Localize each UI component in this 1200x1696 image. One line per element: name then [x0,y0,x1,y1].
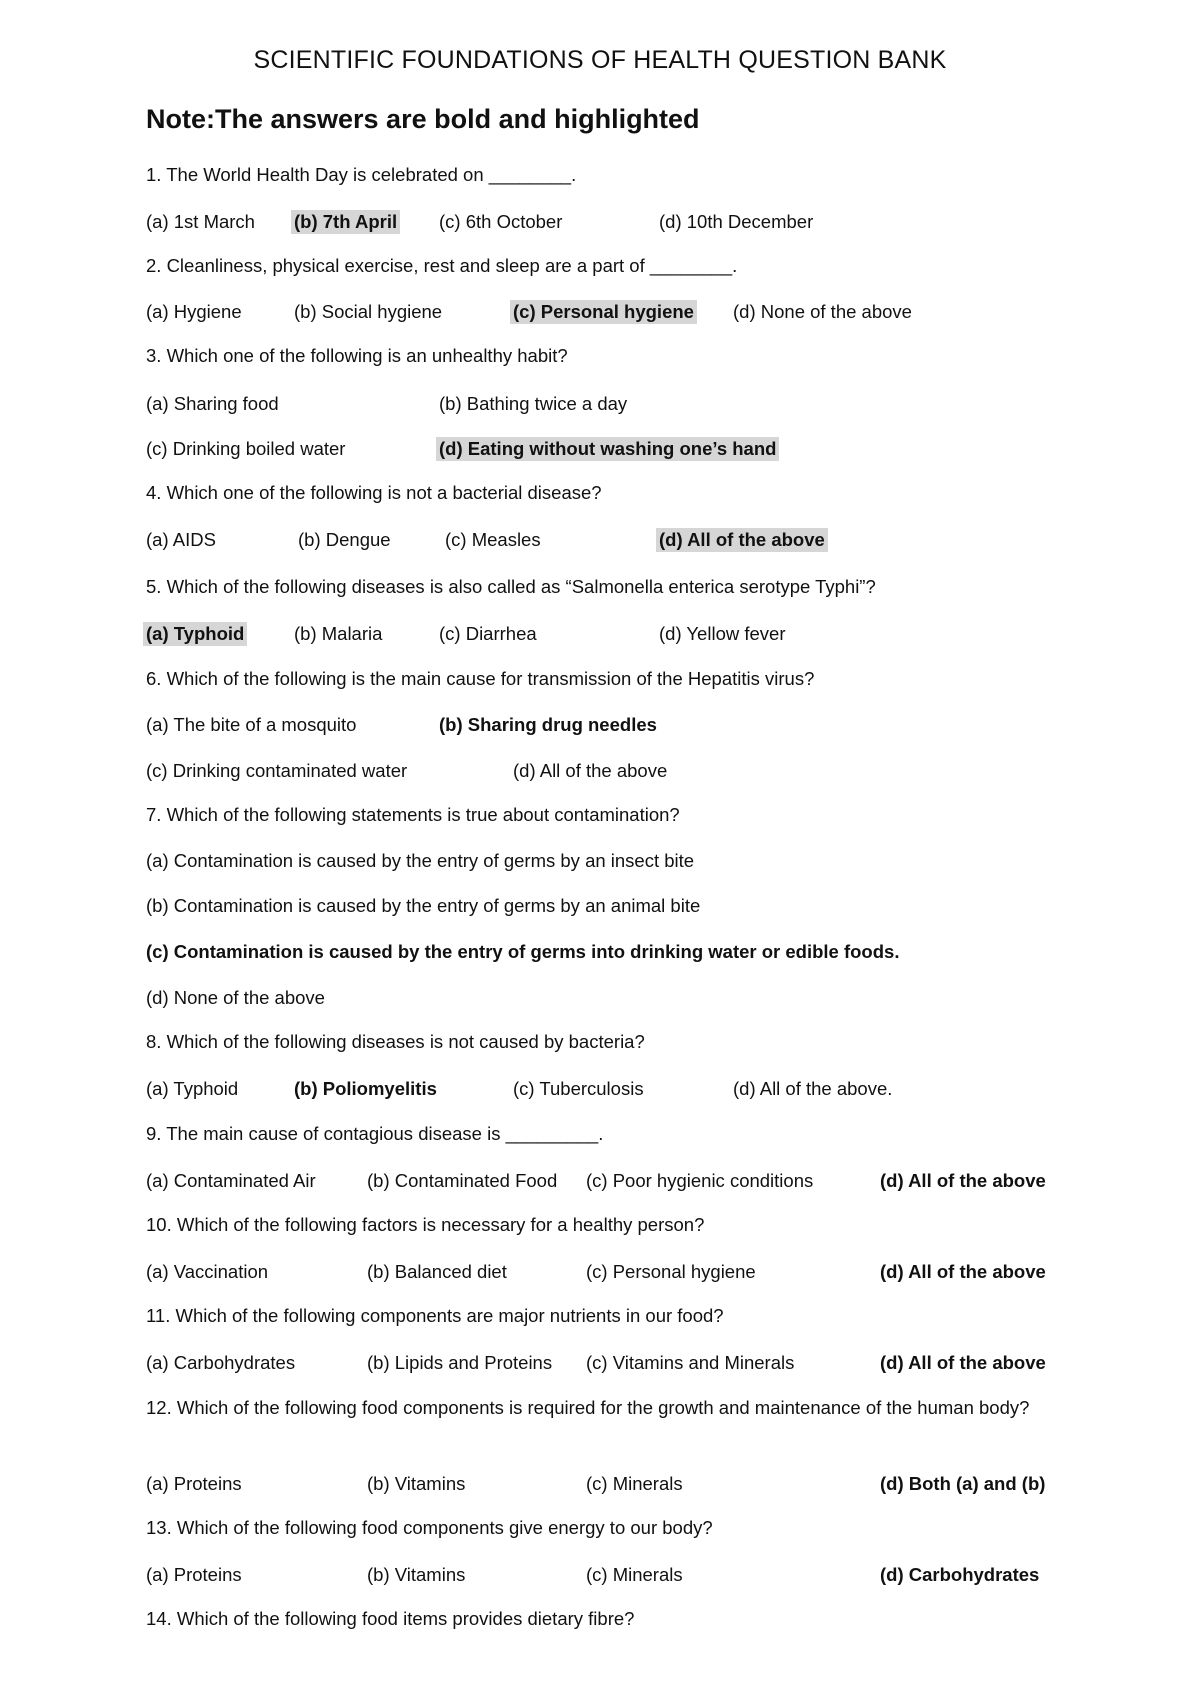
option: (d) All of the above. [733,1078,893,1099]
option: (b) Lipids and Proteins [367,1352,553,1373]
option: (c) Tuberculosis [513,1078,644,1099]
option: (d) All of the above [513,760,668,781]
option: (a) The bite of a mosquito [146,714,357,735]
question-text: 4. Which one of the following is not a bacterial disease? [146,482,602,503]
option: (c) Poor hygienic conditions [586,1170,814,1191]
answer-option: (d) All of the above [880,1170,1046,1191]
option: (a) 1st March [146,211,255,232]
option: (c) 6th October [439,211,563,232]
option: (c) Personal hygiene [586,1261,756,1282]
option: (b) Dengue [298,529,391,550]
option: (d) 10th December [659,211,814,232]
option: (c) Drinking contaminated water [146,760,408,781]
option: (b) Contaminated Food [367,1170,558,1191]
answer-option: (b) Sharing drug needles [439,714,657,735]
option: (b) Social hygiene [294,301,443,322]
option: (b) Vitamins [367,1564,466,1585]
question-text: 8. Which of the following diseases is not caused by bacteria? [146,1031,645,1052]
question-text: 11. Which of the following components are major nutrients in our food? [146,1305,724,1326]
answer-option: (d) All of the above [656,528,828,552]
answer-option: (a) Typhoid [143,622,247,646]
answer-option: (c) Contamination is caused by the entry of germs into drinking water or edible foods. [146,941,900,962]
question-text: 9. The main cause of contagious disease is _________. [146,1123,604,1144]
option: (a) Sharing food [146,393,279,414]
option: (a) AIDS [146,529,216,550]
question-text: 1. The World Health Day is celebrated on ________. [146,164,577,185]
question-text: 14. Which of the following food items provides dietary fibre? [146,1608,635,1629]
question-text: 3. Which one of the following is an unhealthy habit? [146,345,568,366]
page-title: SCIENTIFIC FOUNDATIONS OF HEALTH QUESTION BANK [253,46,947,74]
option: (b) Malaria [294,623,383,644]
question-text: 2. Cleanliness, physical exercise, rest and sleep are a part of ________. [146,255,738,276]
option: (c) Diarrhea [439,623,537,644]
answer-option: (d) All of the above [880,1261,1046,1282]
option: (a) Hygiene [146,301,242,322]
question-text: 13. Which of the following food components give energy to our body? [146,1517,713,1538]
option: (b) Vitamins [367,1473,466,1494]
option: (b) Bathing twice a day [439,393,628,414]
option: (a) Proteins [146,1564,242,1585]
option: (a) Proteins [146,1473,242,1494]
option: (a) Contaminated Air [146,1170,316,1191]
answer-option: (d) Carbohydrates [880,1564,1040,1585]
option: (c) Drinking boiled water [146,438,346,459]
answer-option: (d) Both (a) and (b) [880,1473,1046,1494]
answer-option: (b) 7th April [291,210,400,234]
answer-option: (d) Eating without washing one’s hand [436,437,779,461]
option: (d) None of the above [146,987,325,1008]
question-text: 12. Which of the following food components is required for the growth and maintenance of the human body? [146,1397,1030,1418]
option: (b) Contamination is caused by the entry of germs by an animal bite [146,895,701,916]
option: (a) Vaccination [146,1261,269,1282]
answer-option: (d) All of the above [880,1352,1046,1373]
question-text: 7. Which of the following statements is true about contamination? [146,804,680,825]
option: (d) None of the above [733,301,912,322]
option: (a) Carbohydrates [146,1352,296,1373]
option: (c) Minerals [586,1564,683,1585]
answer-option: (c) Personal hygiene [510,300,697,324]
question-text: 5. Which of the following diseases is also called as “Salmonella enterica serotype Typhi”? [146,576,876,597]
question-text: 6. Which of the following is the main cause for transmission of the Hepatitis virus? [146,668,815,689]
option: (c) Minerals [586,1473,683,1494]
answer-note: Note:The answers are bold and highlighted [146,104,700,134]
answer-option: (b) Poliomyelitis [294,1078,437,1099]
question-text: 10. Which of the following factors is necessary for a healthy person? [146,1214,705,1235]
option: (c) Vitamins and Minerals [586,1352,795,1373]
option: (c) Measles [445,529,541,550]
option: (d) Yellow fever [659,623,786,644]
option: (b) Balanced diet [367,1261,507,1282]
option: (a) Typhoid [146,1078,239,1099]
option: (a) Contamination is caused by the entry of germs by an insect bite [146,850,695,871]
